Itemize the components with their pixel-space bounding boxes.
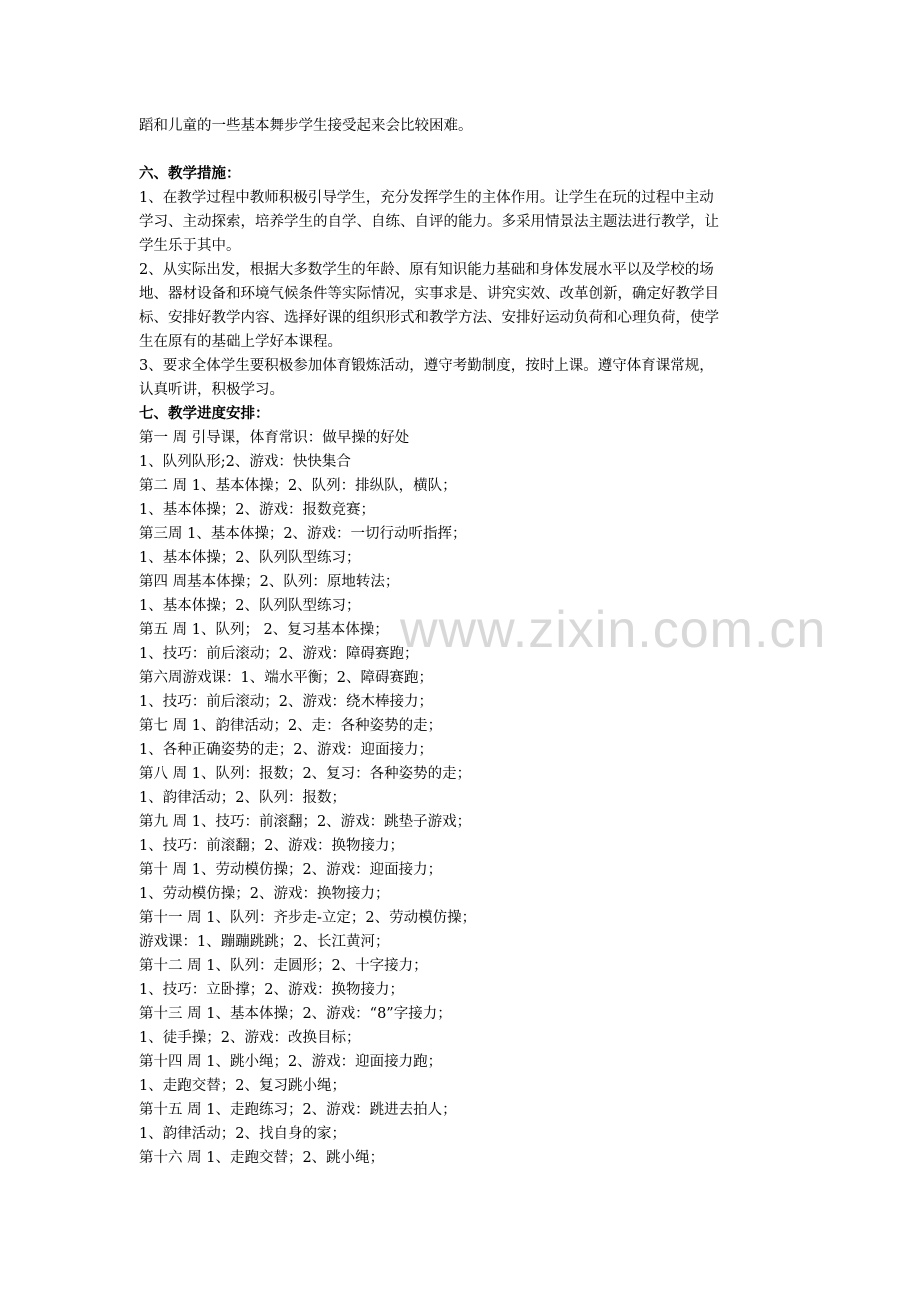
schedule-line: 第十 周 1、劳动模仿操；2、游戏：迎面接力； [139,862,443,878]
schedule-line: 1、技巧：前后滚动；2、游戏：绕木棒接力； [139,694,433,710]
schedule-line: 第七 周 1、韵律活动；2、走：各种姿势的走； [139,718,443,734]
section-6-line: 生在原有的基础上学好本课程。 [139,334,342,350]
schedule-line: 1、韵律活动；2、队列：报数； [139,790,346,806]
section-6-line: 标、安排好教学内容、选择好课的组织形式和教学方法、安排好运动负荷和心理负荷，使学 [139,310,719,326]
schedule-line: 1、技巧：前后滚动；2、游戏：障碍赛跑； [139,646,419,662]
schedule-line: 1、队列队形;2、游戏：快快集合 [139,454,351,470]
section-6-line: 1、在教学过程中教师积极引导学生，充分发挥学生的主体作用。让学生在玩的过程中主动 [139,190,714,206]
schedule-line: 第十二 周 1、队列：走圆形；2、十字接力； [139,958,428,974]
schedule-line: 1、韵律活动；2、找自身的家； [139,1126,346,1142]
schedule-line: 第十一 周 1、队列：齐步走-立定；2、劳动模仿操； [139,910,477,926]
section-6-line: 认真听讲，积极学习。 [139,382,284,398]
schedule-line: 第十五 周 1、走跑练习；2、游戏：跳进去拍人； [139,1102,457,1118]
schedule-line: 第六周游戏课：1、端水平衡；2、障碍赛跑； [139,670,433,686]
intro-line: 蹈和儿童的一些基本舞步学生接受起来会比较困难。 [139,118,473,134]
section-6-line: 学生乐于其中。 [139,238,241,254]
schedule-line: 第十四 周 1、跳小绳；2、游戏：迎面接力跑； [139,1054,443,1070]
schedule-line: 1、技巧：前滚翻；2、游戏：换物接力； [139,838,404,854]
schedule-line: 1、走跑交替；2、复习跳小绳； [139,1078,346,1094]
schedule-line: 第三周 1、基本体操；2、游戏：一切行动听指挥； [139,526,467,542]
schedule-line: 第二 周 1、基本体操；2、队列：排纵队，横队； [139,478,457,494]
schedule-line: 1、劳动模仿操；2、游戏：换物接力； [139,886,390,902]
schedule-line: 1、基本体操；2、队列队型练习； [139,598,361,614]
schedule-line: 1、各种正确姿势的走；2、游戏：迎面接力； [139,742,433,758]
schedule-line: 第四 周基本体操；2、队列：原地转法； [139,574,400,590]
schedule-line: 第十三 周 1、基本体操；2、游戏：“8”字接力； [139,1006,452,1022]
section-6-line: 2、从实际出发，根据大多数学生的年龄、原有知识能力基础和身体发展水平以及学校的场 [139,262,714,278]
schedule-line: 1、技巧：立卧撑；2、游戏：换物接力； [139,982,404,998]
section-7-heading: 七、教学进度安排： [139,406,270,422]
schedule-line: 第九 周 1、技巧：前滚翻；2、游戏：跳垫子游戏； [139,814,472,830]
schedule-line: 1、基本体操；2、游戏：报数竞赛； [139,502,375,518]
section-6-heading: 六、教学措施： [139,166,241,182]
schedule-line: 1、徒手操；2、游戏：改换目标； [139,1030,361,1046]
watermark: www.zixin.com.cn [400,601,827,659]
section-6-line: 学习、主动探索，培养学生的自学、自练、自评的能力。多采用情景法主题法进行教学，让 [139,214,719,230]
schedule-line: 游戏课：1、蹦蹦跳跳；2、长江黄河； [139,934,390,950]
schedule-line: 1、基本体操；2、队列队型练习； [139,550,361,566]
schedule-line: 第八 周 1、队列：报数；2、复习：各种姿势的走； [139,766,472,782]
schedule-line: 第五 周 1、队列； 2、复习基本体操； [139,622,389,638]
schedule-line: 第十六 周 1、走跑交替；2、跳小绳； [139,1150,385,1166]
schedule-line: 第一 周 引导课，体育常识：做早操的好处 [139,430,410,446]
section-6-line: 3、要求全体学生要积极参加体育锻炼活动，遵守考勤制度，按时上课。遵守体育课常规， [139,358,714,374]
section-6-line: 地、器材设备和环境气候条件等实际情况，实事求是、讲究实效、改革创新，确定好教学目 [139,286,719,302]
